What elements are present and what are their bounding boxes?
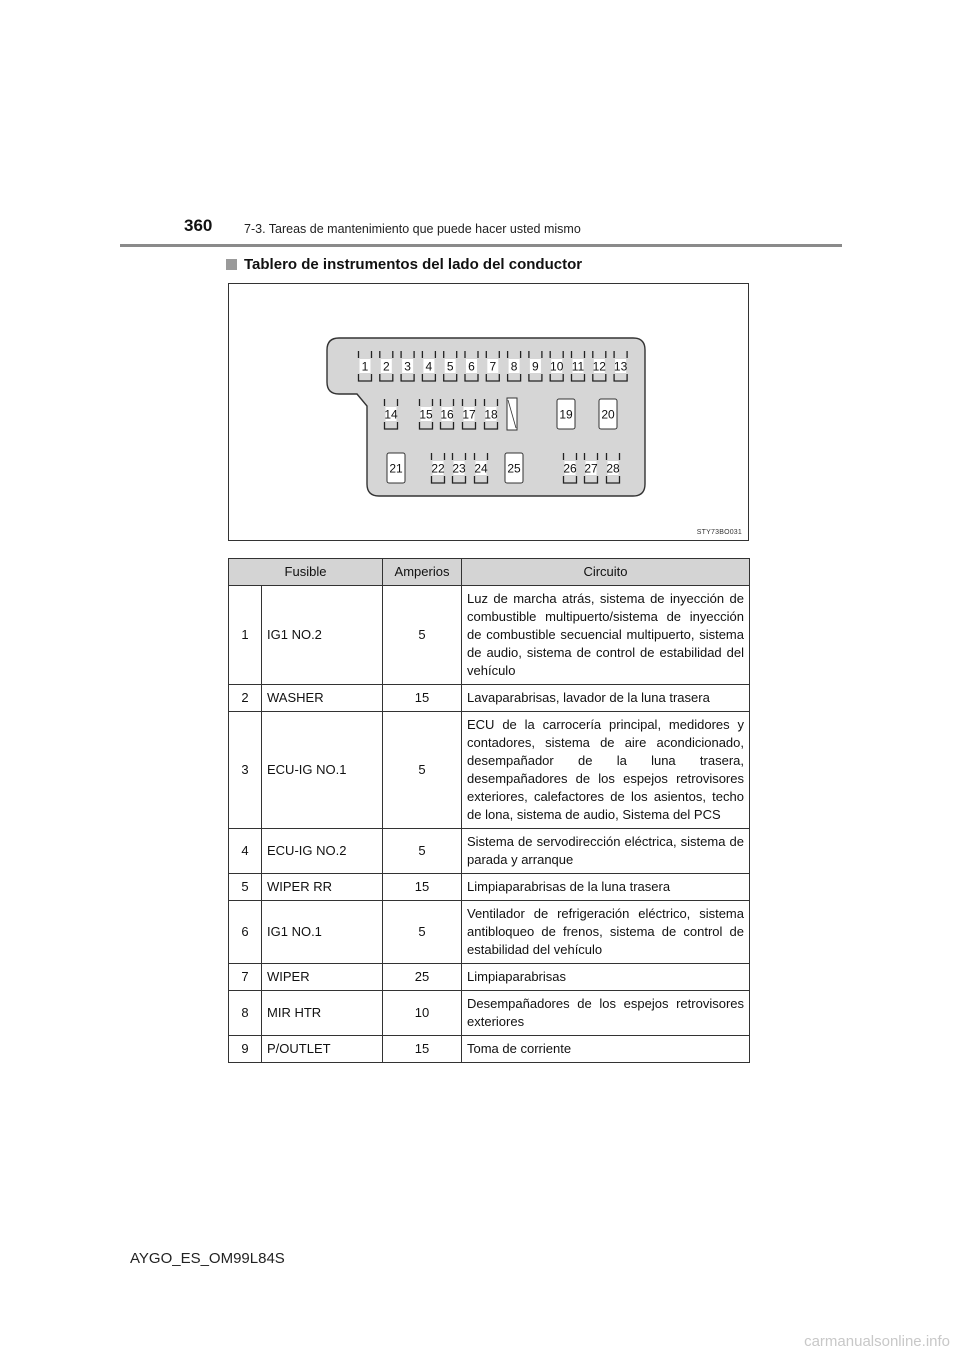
header-circuito: Circuito [462, 559, 750, 586]
amperage-cell: 15 [383, 685, 462, 712]
diagram-code: STY73BO031 [696, 529, 742, 536]
subheading [226, 256, 582, 273]
circuit-cell: Desempañadores de los espejos retrovisores exteriores [462, 991, 750, 1036]
fuse-label: 21 [389, 461, 403, 476]
table-row [229, 964, 750, 991]
fuse-number-cell: 7 [229, 964, 262, 991]
table-row [229, 712, 750, 829]
fuse-label: 22 [431, 461, 445, 476]
circuit-cell: Limpiaparabrisas de la luna trasera [462, 874, 750, 901]
watermark: carmanualsonline.info [804, 1333, 950, 1350]
fuse-number-cell: 8 [229, 991, 262, 1036]
fuse-slot-25 [505, 453, 523, 483]
footer-doc-code: AYGO_ES_OM99L84S [130, 1250, 285, 1267]
fuse-label: 13 [613, 359, 628, 374]
fuse-label: 27 [584, 461, 598, 476]
fuse-label: 14 [384, 407, 398, 422]
header-fusible: Fusible [229, 559, 383, 586]
fuse-label: 5 [446, 359, 454, 374]
fuse-slot-21 [387, 453, 405, 483]
fuse-name-cell: WASHER [262, 685, 383, 712]
fuse-label: 1 [361, 359, 369, 374]
fuse-label: 11 [571, 359, 585, 374]
fuse-name-cell: ECU-IG NO.2 [262, 829, 383, 874]
amperage-cell: 15 [383, 874, 462, 901]
circuit-cell: Lavaparabrisas, lavador de la luna trasera [462, 685, 750, 712]
fuse-number-cell: 9 [229, 1036, 262, 1063]
fuse-label: 3 [404, 359, 411, 374]
fuse-label: 7 [489, 359, 497, 374]
fuse-label: 10 [550, 359, 564, 374]
fuse-table [228, 558, 750, 1063]
table-row [229, 901, 750, 964]
amperage-cell: 5 [383, 712, 462, 829]
fuse-number-cell: 5 [229, 874, 262, 901]
fuse-label: 6 [468, 359, 475, 374]
bullet-square-icon [226, 259, 237, 270]
fuse-label: 18 [484, 407, 498, 422]
circuit-cell: Sistema de servodirección eléctrica, sistema de parada y arranque [462, 829, 750, 874]
table-row [229, 586, 750, 685]
fuse-name-cell: WIPER RR [262, 874, 383, 901]
fuse-label: 16 [440, 407, 454, 422]
circuit-cell: ECU de la carrocería principal, medidores y contadores, sistema de aire acondicionado, desempañador de la luna trasera, desempañadores de los espejos retrovisores exteriores, calefactores de los asientos, techo de lona, sistema de audio, Sistema del PCS [462, 712, 750, 829]
header-divider [120, 244, 842, 247]
fuse-label: 4 [425, 359, 433, 374]
fuse-number-cell: 4 [229, 829, 262, 874]
fuse-name-cell: MIR HTR [262, 991, 383, 1036]
section-title: 7-3. Tareas de mantenimiento que puede hacer usted mismo [244, 222, 581, 236]
fuse-name-cell: ECU-IG NO.1 [262, 712, 383, 829]
fuse-label: 23 [452, 461, 466, 476]
fuse-label: 28 [606, 461, 620, 476]
fuse-label: 25 [507, 461, 521, 476]
fuse-label: 20 [601, 407, 615, 422]
fuse-number-cell: 1 [229, 586, 262, 685]
table-row [229, 829, 750, 874]
amperage-cell: 5 [383, 829, 462, 874]
fuse-box-diagram [228, 283, 749, 541]
fuse-name-cell: IG1 NO.1 [262, 901, 383, 964]
fuse-number-cell: 2 [229, 685, 262, 712]
amperage-cell: 25 [383, 964, 462, 991]
circuit-cell: Luz de marcha atrás, sistema de inyección de combustible multipuerto/sistema de inyección de combustible secuencial multipuerto, sistema de audio, sistema de control de estabilidad del vehículo [462, 586, 750, 685]
amperage-cell: 5 [383, 901, 462, 964]
subheading-text: Tablero de instrumentos del lado del conductor [244, 256, 583, 273]
fuse-label: 26 [563, 461, 577, 476]
fuse-label: 9 [532, 359, 539, 374]
fuse-slot-20 [599, 399, 617, 429]
fuse-label: 15 [419, 407, 433, 422]
fuse-box-svg [229, 284, 750, 542]
circuit-cell: Toma de corriente [462, 1036, 750, 1063]
table-row [229, 991, 750, 1036]
fuse-label: 2 [382, 359, 390, 374]
circuit-cell: Ventilador de refrigeración eléctrico, sistema antibloqueo de frenos, sistema de control de estabilidad del vehículo [462, 901, 750, 964]
table-row [229, 874, 750, 901]
table-row [229, 685, 750, 712]
fuse-number-cell: 3 [229, 712, 262, 829]
amperage-cell: 15 [383, 1036, 462, 1063]
fuse-name-cell: IG1 NO.2 [262, 586, 383, 685]
fuse-label: 12 [592, 359, 606, 374]
table-row [229, 1036, 750, 1063]
amperage-cell: 5 [383, 586, 462, 685]
fuse-name-cell: P/OUTLET [262, 1036, 383, 1063]
fuse-label: 24 [474, 461, 488, 476]
fuse-label: 8 [510, 359, 518, 374]
blank-fuse-slot [507, 398, 517, 430]
amperage-cell: 10 [383, 991, 462, 1036]
fuse-label: 19 [559, 407, 573, 422]
table-header-row [229, 559, 750, 586]
fuse-name-cell: WIPER [262, 964, 383, 991]
circuit-cell: Limpiaparabrisas [462, 964, 750, 991]
fuse-number-cell: 6 [229, 901, 262, 964]
fuse-label: 17 [462, 407, 476, 422]
header-amperios: Amperios [383, 559, 462, 586]
page-number: 360 [184, 216, 213, 235]
fuse-slot-19 [557, 399, 575, 429]
